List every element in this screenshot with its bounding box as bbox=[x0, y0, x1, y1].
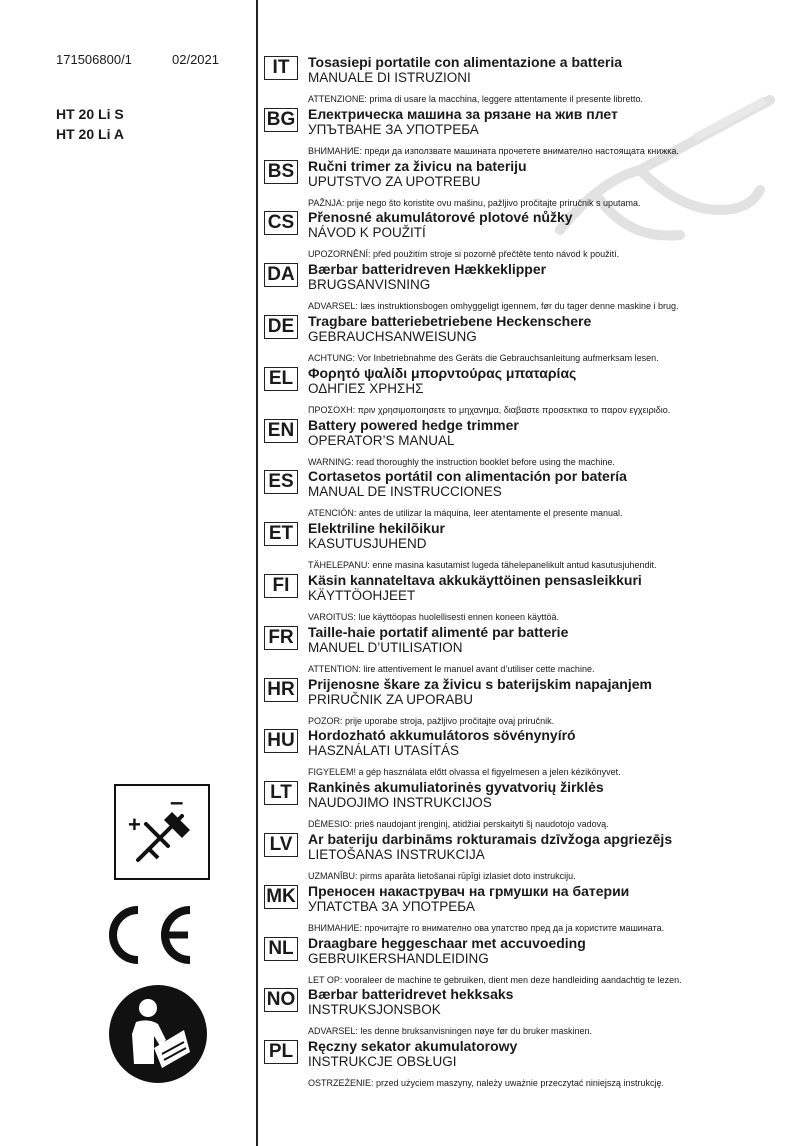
minus-sign: – bbox=[170, 789, 184, 816]
manual-title: HASZNÁLATI UTASÍTÁS bbox=[308, 743, 460, 759]
language-code: LV bbox=[264, 833, 298, 857]
manual-title: MANUAL DE INSTRUCCIONES bbox=[308, 484, 502, 500]
language-entry-es bbox=[264, 468, 804, 520]
warning-text: FIGYELEM! a gép használata előtt olvassa el figyelmesen a jelen kézikönyvet. bbox=[308, 767, 621, 778]
language-entry-da bbox=[264, 261, 804, 313]
product-title: Електрическа машина за рязане на жив плет bbox=[308, 105, 618, 122]
language-code: LT bbox=[264, 781, 298, 805]
model-name: HT 20 Li A bbox=[56, 126, 124, 142]
warning-text: ΠΡΟΣΟΧΗ: πριν χρησιμοποιησετε το μηχανημα, διαβαστε προσεκτικα το παρον εγχειριδιο. bbox=[308, 404, 671, 415]
vertical-divider bbox=[256, 0, 258, 1146]
language-entry-cs bbox=[264, 209, 804, 261]
language-code: MK bbox=[264, 885, 298, 909]
language-entry-de bbox=[264, 313, 804, 365]
manual-title: УПЪТВАНЕ ЗА УПОТРЕБА bbox=[308, 121, 479, 137]
product-title: Battery powered hedge trimmer bbox=[308, 416, 519, 433]
warning-text: LET OP: vooraleer de machine te gebruiken, dient men deze handleiding aandachtig te lezen. bbox=[308, 974, 682, 985]
product-title: Käsin kannateltava akkukäyttöinen pensasleikkuri bbox=[308, 571, 642, 588]
product-title: Cortasetos portátil con alimentación por batería bbox=[308, 468, 627, 485]
manual-title: INSTRUKSJONSBOK bbox=[308, 1002, 441, 1018]
manual-title: ΟΔΗΓΙΕΣ ΧΡΗΣΗΣ bbox=[308, 380, 424, 396]
language-list bbox=[264, 54, 804, 1090]
language-entry-bs bbox=[264, 158, 804, 210]
language-code: NO bbox=[264, 988, 298, 1012]
product-title: Bærbar batteridreven Hækkeklipper bbox=[308, 261, 547, 278]
language-code: DE bbox=[264, 315, 298, 339]
product-title: Prijenosne škare za živicu s baterijskim napajanjem bbox=[308, 675, 652, 692]
language-entry-bg bbox=[264, 106, 804, 158]
warning-text: ATENCIÓN: antes de utilizar la máquina, leer atentamente el presente manual. bbox=[308, 508, 623, 519]
product-title: Tragbare batteriebetriebene Heckenschere bbox=[308, 312, 592, 329]
warning-text: WARNING: read thoroughly the instruction booklet before using the machine. bbox=[308, 456, 615, 467]
model-name: HT 20 Li S bbox=[56, 106, 124, 122]
manual-title: УПАТСТВА ЗА УПОТРЕБА bbox=[308, 898, 475, 914]
manual-title: GEBRAUCHSANWEISUNG bbox=[308, 328, 477, 344]
warning-text: POZOR: prije uporabe stroja, pažljivo pročitajte ovaj priručnik. bbox=[308, 715, 555, 726]
manual-title: GEBRUIKERSHANDLEIDING bbox=[308, 950, 489, 966]
manual-title: NÁVOD K POUŽITÍ bbox=[308, 225, 426, 241]
warning-text: OSTRZEŻENIE: przed użyciem maszyny, należy uważnie przeczytać niniejszą instrukcję. bbox=[308, 1078, 664, 1089]
warning-text: TÄHELEPANU: enne masina kasutamist lugeda tähelepanelikult antud kasutusjuhendit. bbox=[308, 560, 657, 571]
language-code: NL bbox=[264, 937, 298, 961]
language-entry-mk bbox=[264, 883, 804, 935]
manual-title: KASUTUSJUHEND bbox=[308, 536, 427, 552]
warning-text: ВНИМАНИЕ: прочитајте го внимателно ова упатство пред да ја користите машината. bbox=[308, 922, 665, 933]
manual-title: LIETOŠANAS INSTRUKCIJA bbox=[308, 846, 485, 862]
language-code: EN bbox=[264, 419, 298, 443]
manual-title: MANUALE DI ISTRUZIONI bbox=[308, 70, 471, 85]
warning-text: ACHTUNG: Vor Inbetriebnahme des Geräts die Gebrauchsanleitung aufmerksam lesen. bbox=[308, 352, 659, 363]
manual-title: NAUDOJIMO INSTRUKCIJOS bbox=[308, 795, 492, 811]
product-title: Přenosné akumulátorové plotové nůžky bbox=[308, 209, 573, 226]
language-code: ES bbox=[264, 470, 298, 494]
language-code: HR bbox=[264, 678, 298, 702]
warning-text: PAŽNJA: prije nego što koristite ovu mašinu, pažljivo pročitajte priručnik s uputama. bbox=[308, 197, 641, 208]
product-title: Преносен накаструвач на грмушки на батерии bbox=[308, 882, 630, 899]
read-manual-icon bbox=[108, 984, 208, 1084]
warning-text: ATTENZIONE: prima di usare la macchina, leggere attentamente il presente libretto. bbox=[308, 94, 643, 104]
document-date: 02/2021 bbox=[172, 52, 219, 67]
language-code: PL bbox=[264, 1040, 298, 1064]
plus-sign: + bbox=[128, 812, 141, 837]
manual-title: KÄYTTÖOHJEET bbox=[308, 587, 416, 603]
product-title: Ručni trimer za živicu na bateriju bbox=[308, 157, 527, 174]
warning-text: UZMANĪBU: pirms aparāta lietošanai rūpīgi izlasiet doto instrukciju. bbox=[308, 870, 576, 881]
manual-title: INSTRUKCJE OBSŁUGI bbox=[308, 1054, 457, 1070]
language-entry-it bbox=[264, 54, 804, 106]
product-title: Elektriline hekilõikur bbox=[308, 520, 445, 537]
language-entry-hu bbox=[264, 727, 804, 779]
language-entry-lt bbox=[264, 779, 804, 831]
manual-title: MANUEL D’UTILISATION bbox=[308, 639, 463, 655]
language-code: FR bbox=[264, 626, 298, 650]
warning-text: DĖMESIO: prieš naudojant įrenginį, atidžiai perskaityti šį naudotojo vadovą. bbox=[308, 819, 609, 830]
product-title: Draagbare heggeschaar met accuvoeding bbox=[308, 934, 586, 951]
warning-text: ATTENTION: lire attentivement le manuel avant d’utiliser cette machine. bbox=[308, 663, 595, 674]
language-entry-el bbox=[264, 365, 804, 417]
language-code: EL bbox=[264, 367, 298, 391]
language-code: CS bbox=[264, 211, 298, 235]
language-code: HU bbox=[264, 729, 298, 753]
language-code: BG bbox=[264, 108, 298, 132]
language-entry-en bbox=[264, 417, 804, 469]
language-entry-hr bbox=[264, 676, 804, 728]
document-number: 171506800/1 bbox=[56, 52, 132, 67]
product-title: Ar bateriju darbināms rokturamais dzīvžoga apgriezējs bbox=[308, 830, 673, 847]
warning-text: UPOZORNĚNÍ: před použitím stroje si pozorně přečtěte tento návod k použití. bbox=[308, 249, 620, 260]
product-title: Ręczny sekator akumulatorowy bbox=[308, 1038, 518, 1055]
manual-title: BRUGSANVISNING bbox=[308, 277, 431, 293]
product-title: Φορητό ψαλίδι μπορντούρας μπαταρίας bbox=[308, 364, 577, 381]
manual-title: PRIRUČNIK ZA UPORABU bbox=[308, 691, 474, 707]
language-entry-pl bbox=[264, 1038, 804, 1090]
language-entry-nl bbox=[264, 935, 804, 987]
product-title: Tosasiepi portatile con alimentazione a batteria bbox=[308, 54, 623, 70]
battery-polarity-icon bbox=[114, 784, 210, 880]
language-entry-no bbox=[264, 986, 804, 1038]
product-title: Rankinės akumuliatorinės gyvatvorių žirklės bbox=[308, 779, 604, 796]
product-title: Bærbar batteridrevet hekksaks bbox=[308, 986, 514, 1003]
language-entry-fr bbox=[264, 624, 804, 676]
manual-title: UPUTSTVO ZA UPOTREBU bbox=[308, 173, 481, 189]
product-title: Hordozható akkumulátoros sövénynyíró bbox=[308, 727, 576, 744]
manual-title: OPERATOR’S MANUAL bbox=[308, 432, 455, 448]
language-code: DA bbox=[264, 263, 298, 287]
language-code: ET bbox=[264, 522, 298, 546]
ce-mark-icon bbox=[108, 904, 198, 966]
language-code: FI bbox=[264, 574, 298, 598]
language-code: IT bbox=[264, 56, 298, 80]
warning-text: ВНИМАНИЕ: преди да използвате машината прочетете внимателно настоящата книжка. bbox=[308, 145, 679, 156]
language-entry-et bbox=[264, 520, 804, 572]
warning-text: ADVARSEL: læs instruktionsbogen omhyggeligt igennem, før du tager denne maskine i brug. bbox=[308, 301, 679, 312]
warning-text: VAROITUS: lue käyttöopas huolellisesti ennen koneen käyttöä. bbox=[308, 611, 559, 622]
language-code: BS bbox=[264, 160, 298, 184]
language-entry-lv bbox=[264, 831, 804, 883]
product-title: Taille-haie portatif alimenté par batterie bbox=[308, 623, 569, 640]
warning-text: ADVARSEL: les denne bruksanvisningen nøye før du bruker maskinen. bbox=[308, 1026, 592, 1037]
language-entry-fi bbox=[264, 572, 804, 624]
